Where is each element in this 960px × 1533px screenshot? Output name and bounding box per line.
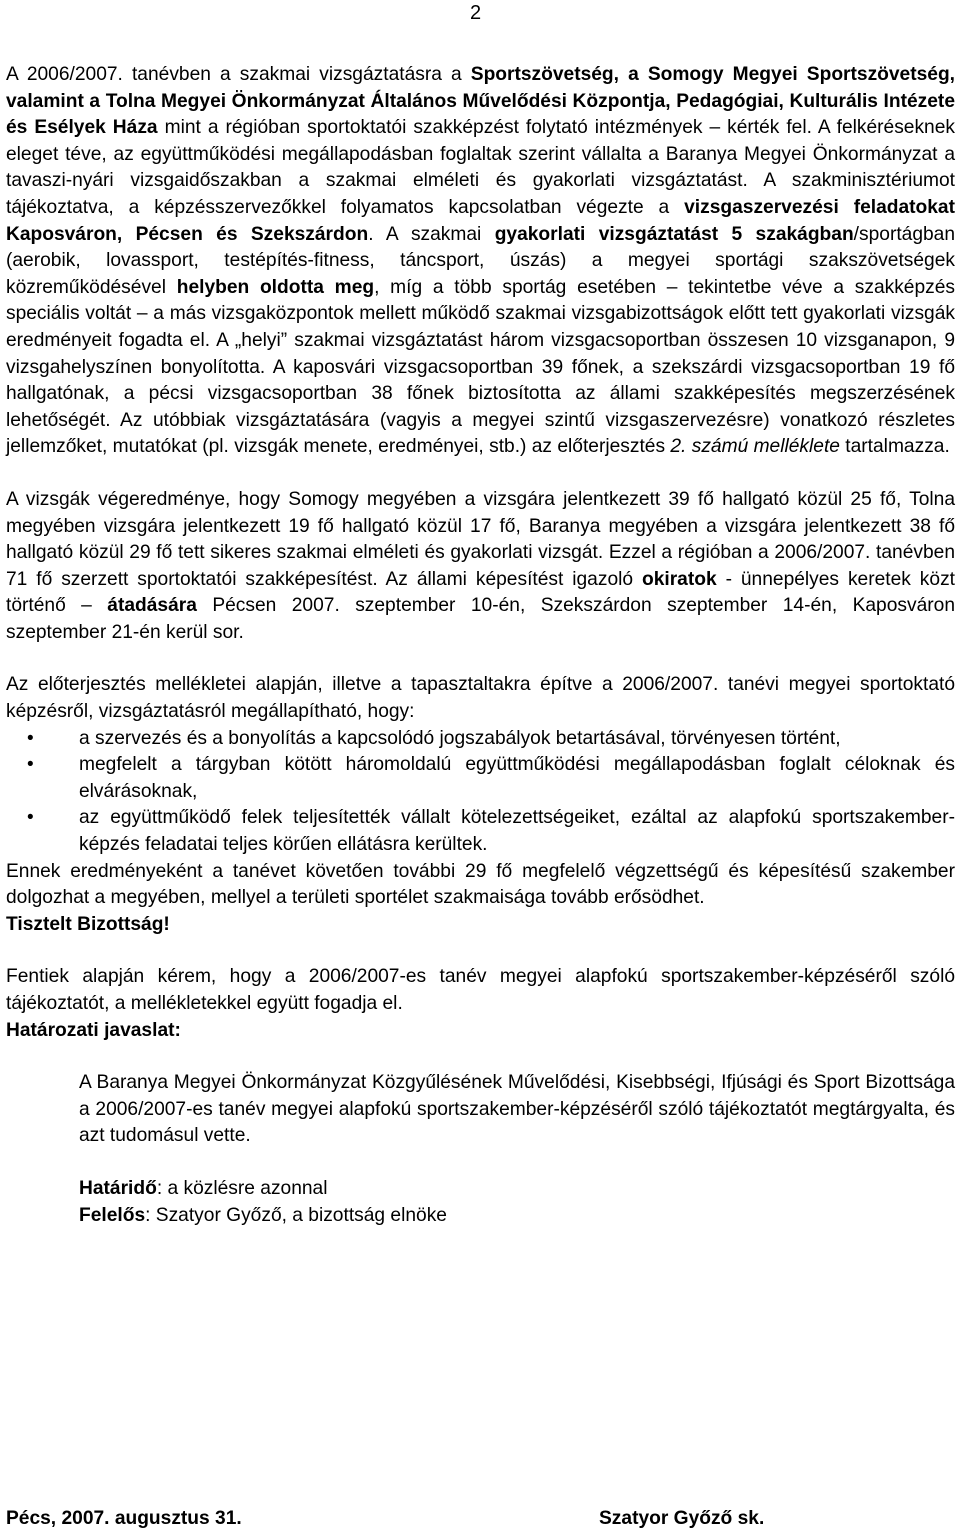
page-number: 2 — [470, 2, 482, 24]
findings-list — [6, 726, 955, 859]
deadline-label: Határidő — [79, 1177, 157, 1199]
deadline-line — [6, 1176, 955, 1203]
responsible-label: Felelős — [79, 1204, 146, 1226]
document-body — [6, 62, 955, 1229]
responsible-line — [6, 1203, 955, 1230]
deadline-value: : a közlésre azonnal — [156, 1177, 328, 1199]
signer-name: Szatyor Győző sk. — [599, 1508, 765, 1529]
paragraph-exam-organization: A 2006/2007. tanévben a szakmai vizsgáztatásra a Sportszövetség, a Somogy Megyei Sportszövetség, valamint a Tolna Megyei Önkormányzat Általános Művelődési Központja, Pedagógiai, Kulturális Intézete és Esélyek Háza mint a régióban sportoktatói szakképzést folytató intézmények – kérték fel. A felkéréseknek eleget téve, az együttműködési megállapodásban foglaltak szerint vállalta a Baranya Megyei Önkormányzat a tavaszi-nyári vizsgaidőszakban a szakmai elméleti és gyakorlati vizsgáztatást. A szakminisztériumot tájékoztatva, a képzésszervezőkkel folyamatos kapcsolatban végezte a vizsgaszervezési feladatokat Kaposváron, Pécsen és Szekszárdon. A szakmai gyakorlati vizsgáztatást 5 szakágban/sportágban (aerobik, lovassport, testépítés-fitness, táncsport, úszás) a megyei sportági szakszövetségek közreműködésével helyben oldotta meg, míg a több sportág esetében – tekintetbe véve a szakképzés speciális voltát – a más vizsgaközpontok mellett működő szakmai vizsgabizottságok előtt tett gyakorlati vizsgák eredményeit fogadta el. A „helyi” szakmai vizsgáztatást három vizsgacsoportban összesen 10 vizsganapon, 9 vizsgahelyszínen bonyolította. A kaposvári vizsgacsoportban 39 főnek, a szekszárdi vizsgacsoportban 19 fő hallgatónak, a pécsi vizsgacsoportban 38 főnek biztosította az állami szakképesítés megszerzésének lehetőségét. Az utóbbiak vizsgáztatására (vagyis a megyei szintű vizsgaszervezésre) vonatkozó részletes jellemzőket, mutatókat (pl. vizsgák menete, eredményei, stb.) az előterjesztés 2. számú melléklete tartalmazza. — [6, 64, 956, 458]
salutation: Tisztelt Bizottság! — [6, 913, 170, 935]
list-item: • az együttműködő felek teljesítették vállalt kötelezettségeiket, ezáltal az alapfokú sportszakember-képzés feladatai teljes körűen ellátásra kerültek. — [79, 805, 955, 858]
paragraph-findings-intro: Az előterjesztés mellékletei alapján, illetve a tapasztaltakra építve a 2006/2007. tanévi megyei sportoktató képzésről, vizsgáztatásról megállapítható, hogy: — [6, 674, 955, 723]
resolution-heading: Határozati javaslat: — [6, 1019, 181, 1041]
paragraph-request: Fentiek alapján kérem, hogy a 2006/2007-es tanév megyei alapfokú sportszakember-képzéséről szóló tájékoztatót, a mellékletekkel együtt fogadja el. — [6, 966, 955, 1014]
responsible-value: : Szatyor Győző, a bizottság elnöke — [145, 1204, 447, 1226]
resolution-text: A Baranya Megyei Önkormányzat Közgyűlésének Művelődési, Kisebbségi, Ifjúsági és Sport Bizottsága a 2006/2007-es tanév megyei alapfokú sportszakember-képzéséről szóló tájékoztatót megtárgyalta, és azt tudomásul vette. — [79, 1072, 955, 1147]
paragraph-exam-results: A vizsgák végeredménye, hogy Somogy megyében a vizsgára jelentkezett 39 fő hallgató közül 25 fő, Tolna megyében vizsgára jelentkezett 19 fő hallgató közül 17 fő, Baranya megyében a vizsgára jelentkezett 38 fő hallgató közül 29 fő tett sikeres szakmai elméleti és gyakorlati vizsgát. Ezzel a régióban a 2006/2007. tanévben 71 fő szerzett sportoktatói szakképesítést. Az állami képesítést igazoló okiratok - ünnepélyes keretek közt történő – átadására Pécsen 2007. szeptember 10-én, Szekszárdon szeptember 14-én, Kaposváron szeptember 21-én kerül sor. — [6, 488, 955, 643]
place-date: Pécs, 2007. augusztus 31. — [6, 1508, 242, 1529]
list-item: • megfelelt a tárgyban kötött háromoldalú együttműködési megállapodásban foglalt céloknak és elvárásoknak, — [79, 752, 955, 805]
list-item: • a szervezés és a bonyolítás a kapcsolódó jogszabályok betartásával, törvényesen történt, — [79, 726, 955, 753]
paragraph-outcome: Ennek eredményeként a tanévet követően további 29 fő megfelelő végzettségű és képesítésű szakember dolgozhat a megyében, mellyel a területi sportélet szakmaisága tovább erősödhet. — [6, 860, 955, 909]
